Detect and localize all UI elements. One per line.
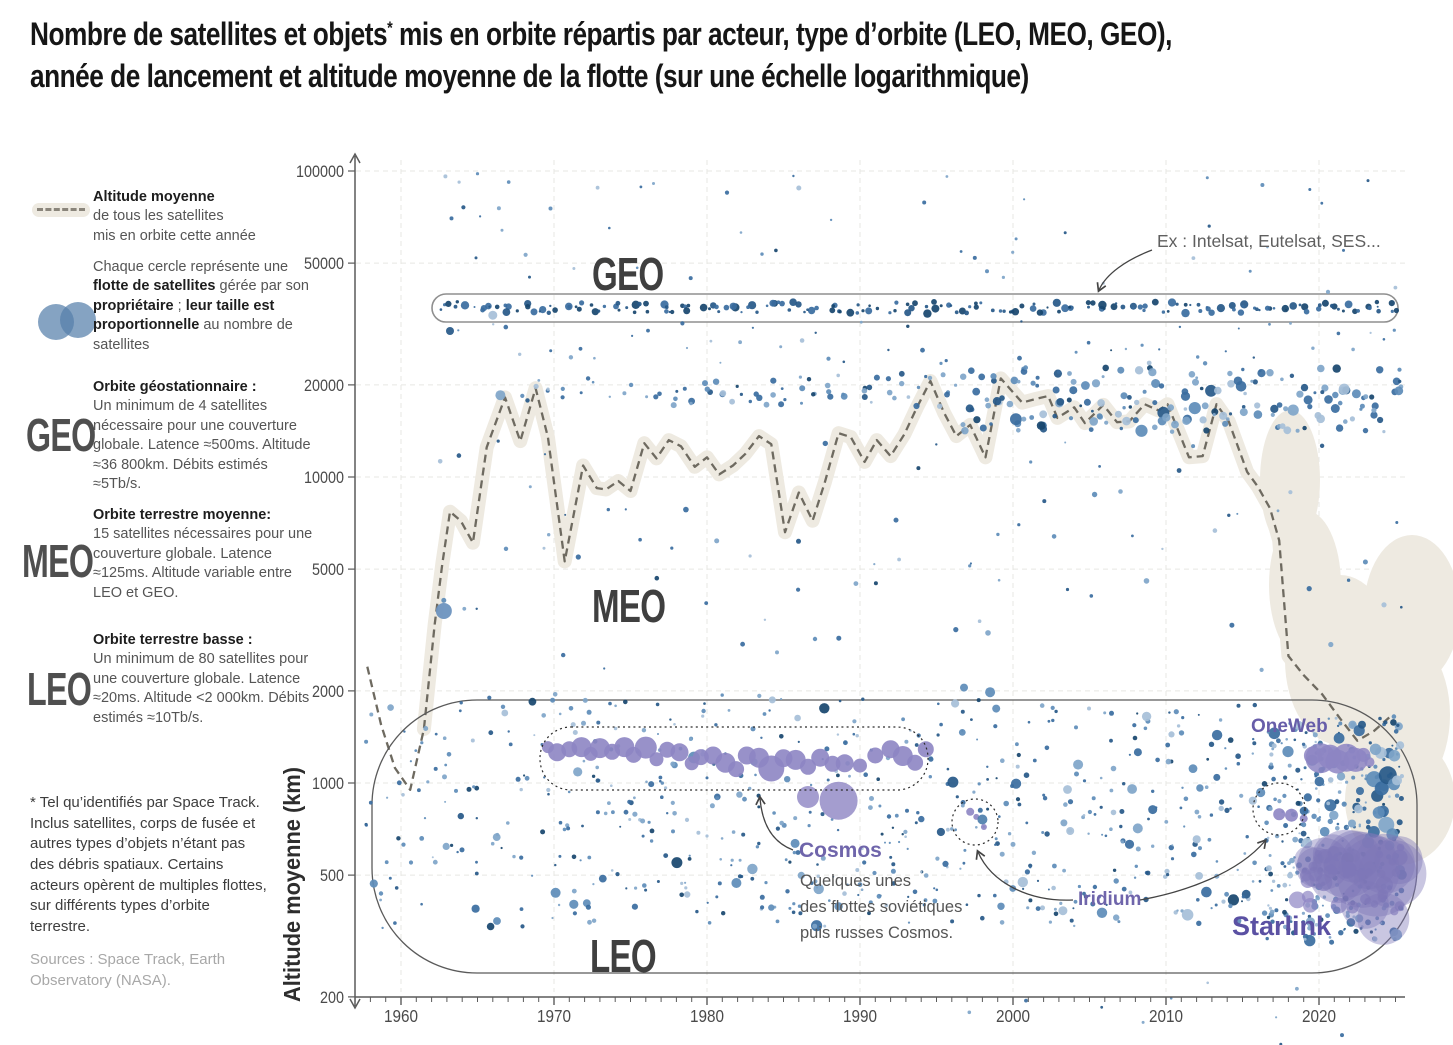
gridlines — [356, 160, 1405, 992]
annotation-starlink: Starlink — [1232, 911, 1332, 941]
y-tick-20000: 20000 — [304, 375, 344, 395]
y-tick-100000: 100000 — [296, 162, 344, 181]
y-axis-title: Altitude moyenne (km) — [279, 754, 305, 1002]
x-tick-1990: 1990 — [843, 1006, 878, 1026]
scatter-chart — [260, 140, 1453, 1045]
y-tick-1000: 1000 — [312, 774, 344, 793]
page-title — [30, 14, 1172, 97]
y-tick-2000: 2000 — [312, 681, 344, 701]
zone-label-geo: GEO — [592, 249, 664, 301]
x-tick-1970: 1970 — [537, 1006, 572, 1026]
average-line-halo — [424, 378, 1390, 740]
y-tick-500: 500 — [320, 866, 344, 886]
x-tick-2010: 2010 — [1149, 1006, 1184, 1026]
x-tick-1960: 1960 — [384, 1006, 419, 1026]
annotation-iridium: Iridium — [1078, 889, 1142, 910]
title-line-1: Nombre de satellites et objets* mis en orbite répartis par acteur, type d’orbite (LEO, MEO, GEO), — [30, 16, 1172, 52]
title-line-2: année de lancement et altitude moyenne de la flotte (sur une échelle logarithmique) — [30, 57, 1029, 94]
cosmos-note-line: Quelques unes — [800, 872, 911, 890]
cosmos-note-line: des flottes soviétiques — [800, 898, 963, 916]
footnote: * Tel qu’identifiés par Space Track. Inclus satellites, corps de fusée et autres types d’objets n’étant pas des débris spatiaux. Certains acteurs opèrent de multiples flottes, sur différents types d’orbite terrestre. — [30, 794, 267, 936]
sidebar-label-geo: GEO — [26, 409, 96, 461]
y-tick-200: 200 — [320, 987, 344, 1007]
annotation-geo-examples: Ex : Intelsat, Eutelsat, SES... — [1157, 231, 1381, 251]
x-tick-2020: 2020 — [1302, 1006, 1337, 1026]
x-tick-1980: 1980 — [690, 1006, 725, 1026]
x-tick-2000: 2000 — [996, 1006, 1031, 1026]
y-tick-50000: 50000 — [304, 254, 344, 274]
sources: Sources : Space Track, Earth Observatory (NASA). — [30, 951, 226, 989]
zone-label-leo: LEO — [590, 931, 656, 983]
y-tick-10000: 10000 — [304, 468, 344, 487]
leo-definition: Orbite terrestre basse : Un minimum de 80 satellites pour une couverture globale. Latence ≈20ms. Altitude <2 000km. Débits estimés ≈10Tb/s. — [93, 632, 310, 726]
legend-average-altitude-text: Altitude moyenne de tous les satellites mis en orbite cette année — [93, 189, 256, 244]
meo-definition: Orbite terrestre moyenne: 15 satellites nécessaires pour une couverture globale. Latence ≈125ms. Altitude variable entre LEO et GEO. — [93, 507, 313, 601]
cosmos-arrow — [760, 798, 793, 850]
zone-label-meo: MEO — [592, 581, 666, 633]
geo-examples-arrow — [1099, 250, 1152, 290]
sidebar-label-leo: LEO — [27, 663, 92, 715]
sidebar-label-meo: MEO — [22, 535, 94, 587]
title-asterisk: * — [387, 17, 393, 38]
legend-fleet-circle-text: Chaque cercle représente une flotte de satellites gérée par son propriétaire ; leur taille est proportionnelle au nombre de satellites — [93, 259, 309, 353]
geo-definition: Orbite géostationnaire : Un minimum de 4 satellites nécessaire pour une couverture globale. Latence ≈500ms. Altitude ≈36 800km. Débits estimés ≈5Tb/s. — [93, 379, 311, 493]
y-tick-5000: 5000 — [312, 560, 344, 580]
dashed-line-icon — [32, 203, 90, 217]
iridium-arrow-left — [978, 852, 1073, 900]
annotation-oneweb: OneWeb — [1251, 716, 1328, 737]
annotation-cosmos: Cosmos — [799, 839, 882, 862]
cosmos-note-line: puis russes Cosmos. — [800, 924, 954, 942]
